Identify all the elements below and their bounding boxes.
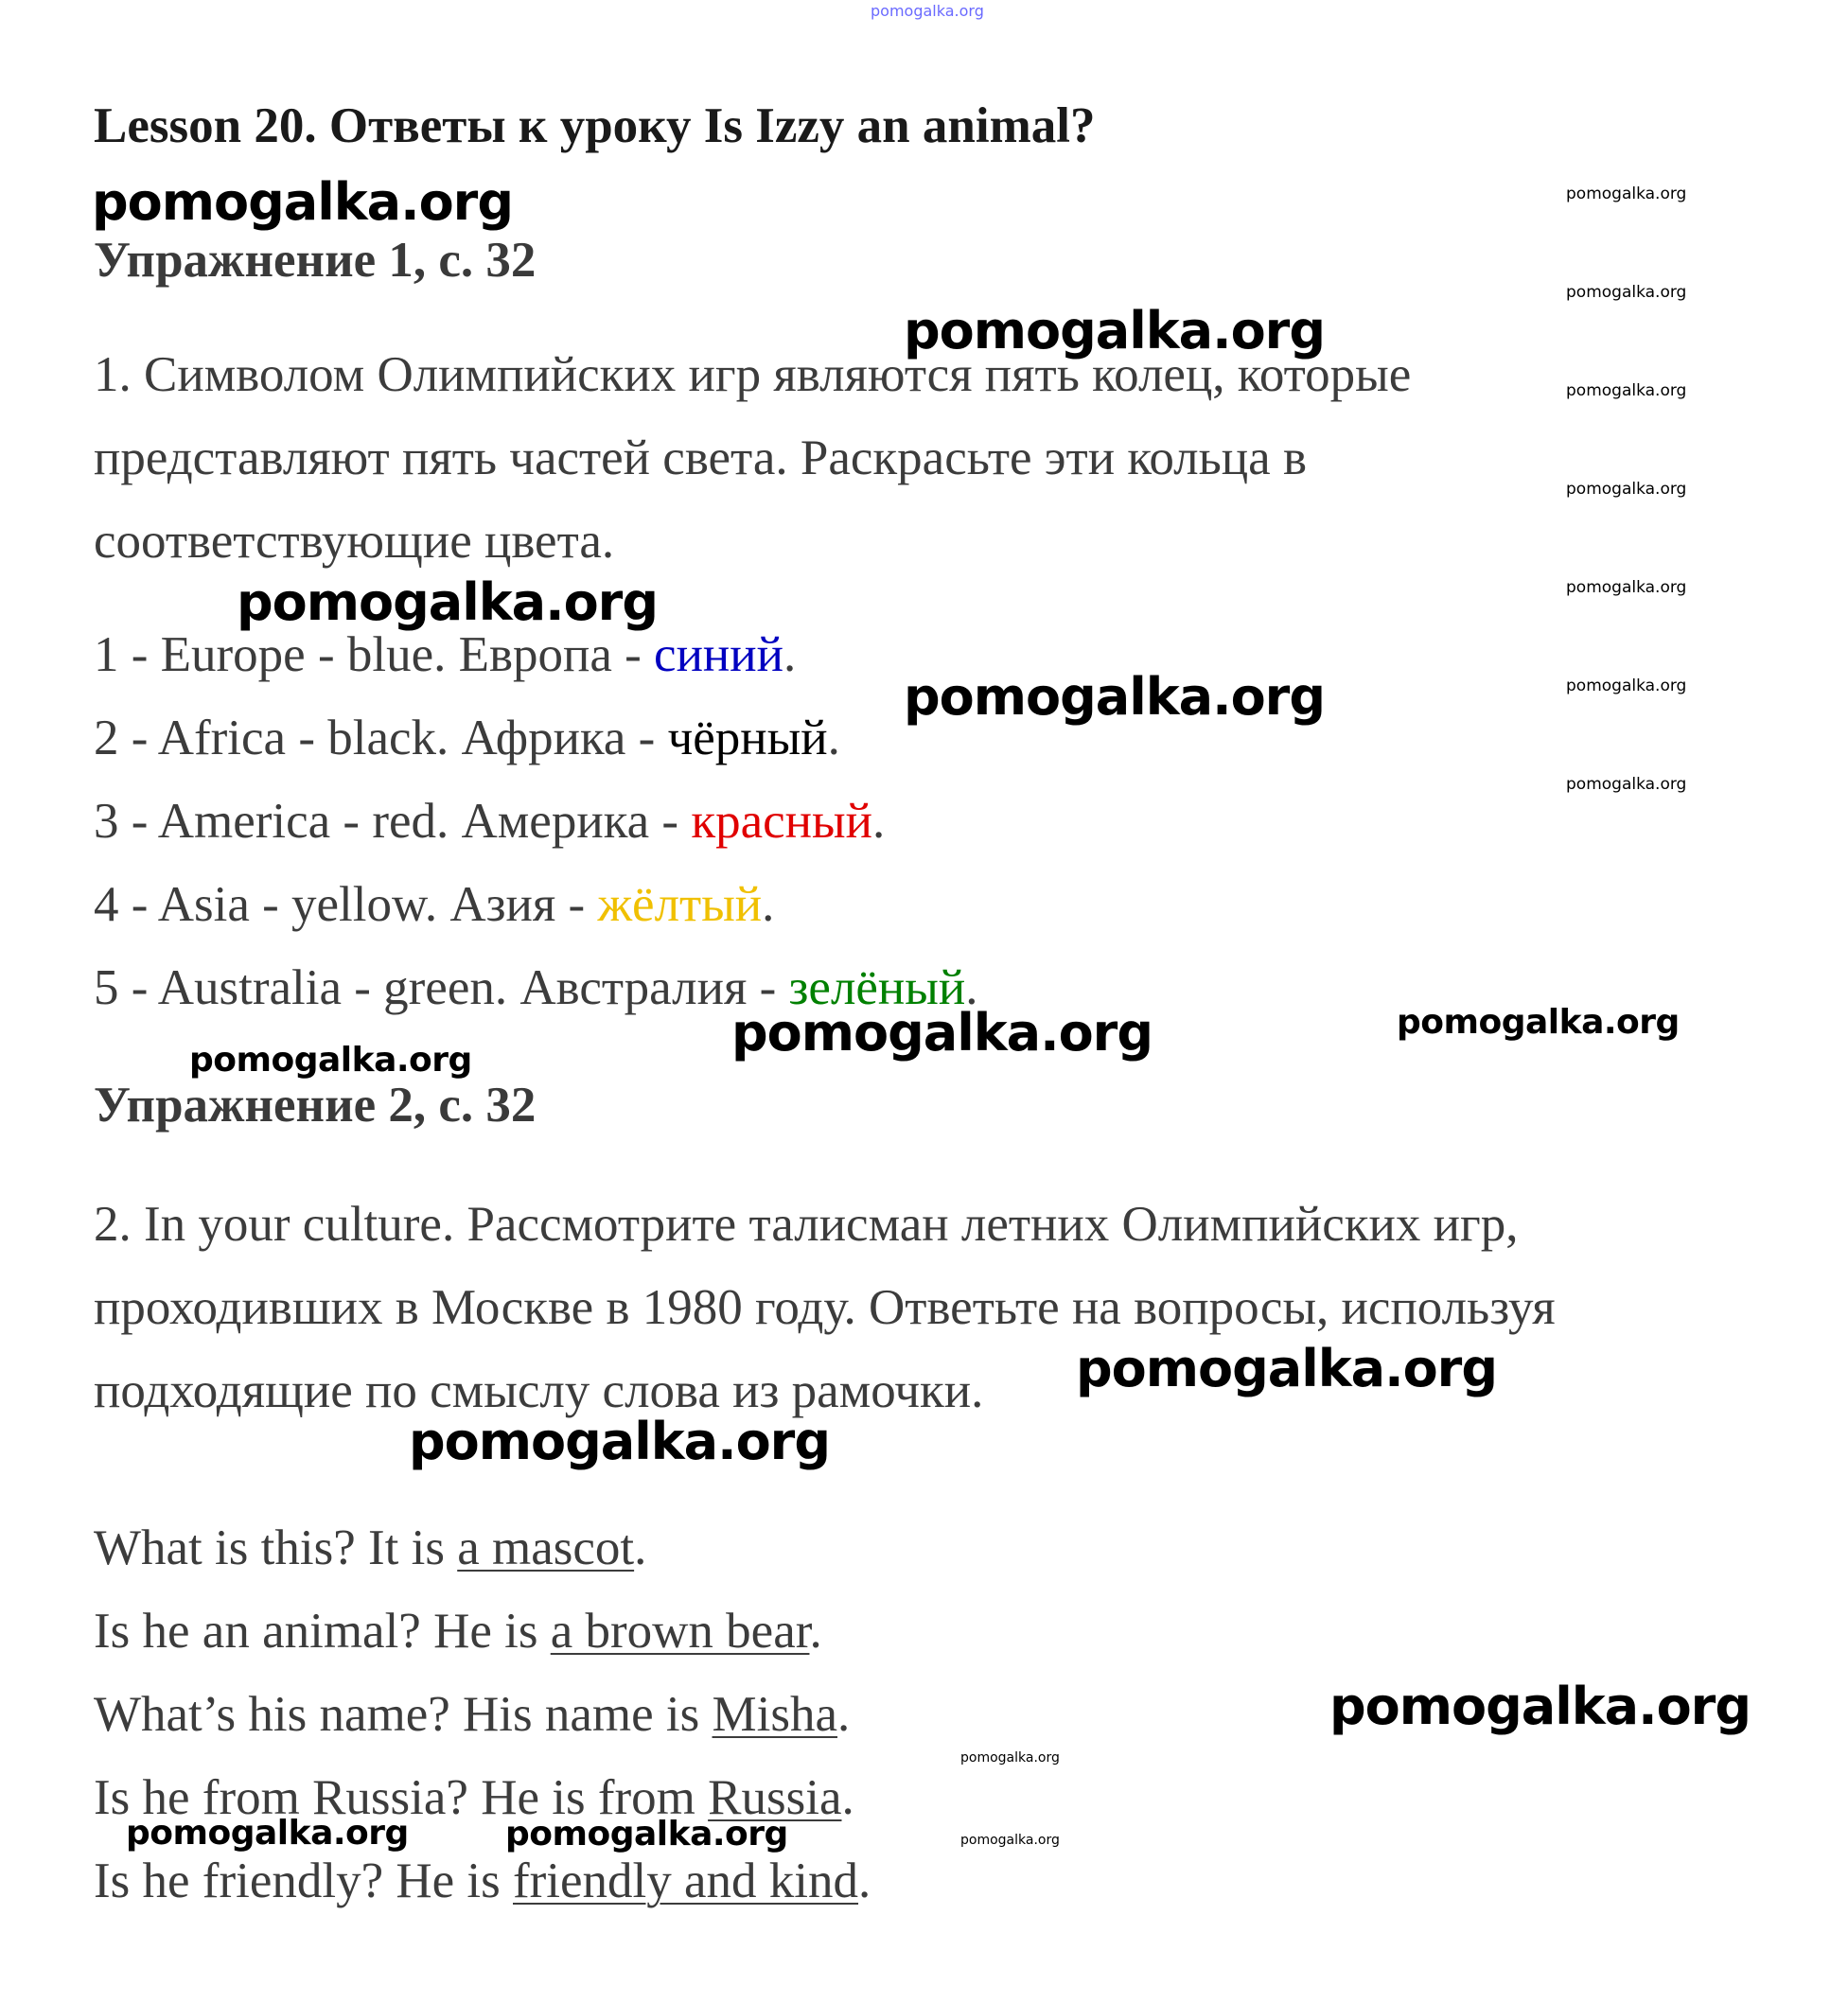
- task-line: подходящие по смыслу слова из рамочки.: [94, 1363, 984, 1418]
- watermark: pomogalka.org: [1566, 184, 1687, 203]
- watermark: pomogalka.org: [1566, 676, 1687, 695]
- color-word: синий: [654, 627, 784, 682]
- watermark: pomogalka.org: [126, 1814, 409, 1853]
- exercise-2-heading: Упражнение 2, с. 32: [94, 1078, 537, 1133]
- task-line: 1. Символом Олимпийских игр являются пять колец, которые: [94, 347, 1412, 402]
- underlined-answer: friendly and kind: [513, 1854, 859, 1908]
- task-line: соответствующие цвета.: [94, 514, 615, 569]
- watermark: pomogalka.org: [92, 172, 513, 232]
- task-line: представляют пять частей света. Раскрасьте эти кольца в: [94, 430, 1307, 485]
- underlined-answer: Misha: [712, 1687, 838, 1742]
- watermark: pomogalka.org: [237, 572, 658, 632]
- watermark: pomogalka.org: [1566, 381, 1687, 400]
- watermark: pomogalka.org: [505, 1815, 788, 1854]
- exercise-1-heading: Упражнение 1, с. 32: [94, 233, 537, 288]
- watermark: pomogalka.org: [1566, 578, 1687, 597]
- underlined-answer: a mascot: [457, 1520, 635, 1575]
- answer-line: 4 - Asia - yellow. Азия - жёлтый.: [94, 877, 775, 932]
- watermark: pomogalka.org: [904, 667, 1325, 727]
- underlined-answer: Russia: [708, 1770, 842, 1825]
- watermark: pomogalka.org: [960, 1833, 1060, 1848]
- watermark: pomogalka.org: [1566, 480, 1687, 499]
- page-title: Lesson 20. Ответы к уроку Is Izzy an animal?: [94, 98, 1096, 153]
- task-line: проходивших в Москве в 1980 году. Ответьте на вопросы, используя: [94, 1280, 1556, 1335]
- watermark: pomogalka.org: [189, 1041, 472, 1080]
- task-line: 2. In your culture. Рассмотрите талисман летних Олимпийских игр,: [94, 1197, 1519, 1252]
- answer-line: Is he an animal? He is a brown bear.: [94, 1604, 822, 1659]
- answer-line: 2 - Africa - black. Африка - чёрный.: [94, 711, 840, 765]
- watermark: pomogalka.org: [1566, 775, 1687, 794]
- answer-line: Is he from Russia? He is from Russia.: [94, 1770, 854, 1825]
- watermark: pomogalka.org: [409, 1412, 830, 1471]
- exercise-1-task: [94, 333, 1411, 583]
- color-word: чёрный: [667, 711, 828, 765]
- answer-line: What is this? It is a mascot.: [94, 1520, 647, 1575]
- watermark: pomogalka.org: [960, 1750, 1060, 1766]
- color-word: красный: [691, 794, 872, 849]
- color-word: жёлтый: [597, 877, 763, 932]
- watermark: pomogalka.org: [731, 1003, 1153, 1063]
- watermark: pomogalka.org: [1397, 1003, 1680, 1042]
- answer-line: 5 - Australia - green. Австралия - зелёный.: [94, 960, 978, 1015]
- watermark: pomogalka.org: [1566, 283, 1687, 302]
- watermark: pomogalka.org: [871, 2, 984, 20]
- watermark: pomogalka.org: [904, 301, 1325, 360]
- answer-line: 1 - Europe - blue. Европа - синий.: [94, 627, 797, 682]
- watermark: pomogalka.org: [1329, 1677, 1751, 1736]
- watermark: pomogalka.org: [1076, 1339, 1497, 1398]
- answer-line: Is he friendly? He is friendly and kind.: [94, 1854, 871, 1908]
- answer-line: What’s his name? His name is Misha.: [94, 1687, 851, 1742]
- answer-line: 3 - America - red. Америка - красный.: [94, 794, 886, 849]
- color-word: зелёный: [788, 960, 966, 1015]
- underlined-answer: a brown bear: [550, 1604, 810, 1659]
